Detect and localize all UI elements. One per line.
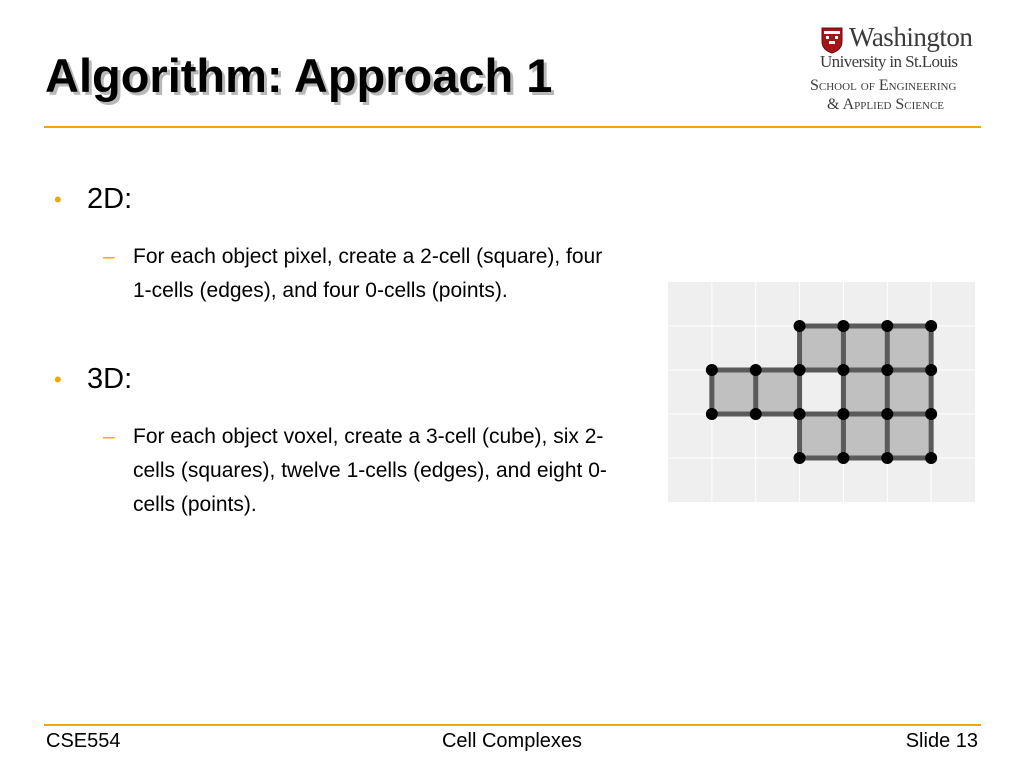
zero-cell-point	[750, 408, 762, 420]
two-cell	[887, 370, 931, 414]
slide-title: Algorithm: Approach 1	[45, 49, 553, 102]
zero-cell-point	[881, 320, 893, 332]
dash-marker: –	[103, 425, 115, 448]
zero-cell-point	[925, 320, 937, 332]
two-cell	[800, 414, 844, 458]
shield-icon	[821, 27, 843, 54]
zero-cell-point	[925, 364, 937, 376]
sub-bullet-text: For each object voxel, create a 3-cell (cube), six 2-cells (squares), twelve 1-cells (edges), and eight 0-cells (points).	[133, 425, 607, 516]
bullet-label: 2D:	[87, 183, 133, 215]
two-cell	[843, 370, 887, 414]
two-cell	[887, 414, 931, 458]
cell-complex-figure	[668, 282, 975, 502]
bullet-marker: •	[54, 367, 62, 392]
zero-cell-point	[794, 320, 806, 332]
zero-cell-point	[837, 408, 849, 420]
dash-marker: –	[103, 245, 115, 268]
logo-school: School of Engineering	[810, 77, 957, 94]
logo-washington: Washington	[849, 22, 973, 52]
zero-cell-point	[750, 364, 762, 376]
zero-cell-point	[794, 452, 806, 464]
zero-cell-point	[794, 364, 806, 376]
zero-cell-point	[706, 364, 718, 376]
two-cell	[756, 370, 800, 414]
zero-cell-point	[925, 452, 937, 464]
zero-cell-point	[837, 320, 849, 332]
zero-cell-point	[837, 364, 849, 376]
zero-cell-point	[837, 452, 849, 464]
bullet-label: 3D:	[87, 363, 133, 395]
footer-topic: Cell Complexes	[441, 730, 583, 752]
footer-slide-number: Slide 13	[905, 730, 978, 752]
logo-university: University in St.Louis	[820, 52, 958, 71]
zero-cell-point	[881, 452, 893, 464]
university-logo	[805, 22, 987, 118]
zero-cell-point	[794, 408, 806, 420]
zero-cell-point	[881, 364, 893, 376]
title-divider	[44, 126, 981, 128]
logo-applied-science: & Applied Science	[827, 96, 945, 113]
sub-bullet-text: For each object pixel, create a 2-cell (square), four 1-cells (edges), and four 0-cells (points).	[133, 245, 603, 302]
footer-course: CSE554	[46, 730, 121, 752]
two-cell	[712, 370, 756, 414]
two-cell	[843, 326, 887, 370]
two-cell	[800, 326, 844, 370]
footer-divider	[44, 724, 981, 726]
zero-cell-point	[925, 408, 937, 420]
zero-cell-point	[706, 408, 718, 420]
two-cell	[887, 326, 931, 370]
two-cell	[843, 414, 887, 458]
zero-cell-point	[881, 408, 893, 420]
bullet-marker: •	[54, 187, 62, 212]
